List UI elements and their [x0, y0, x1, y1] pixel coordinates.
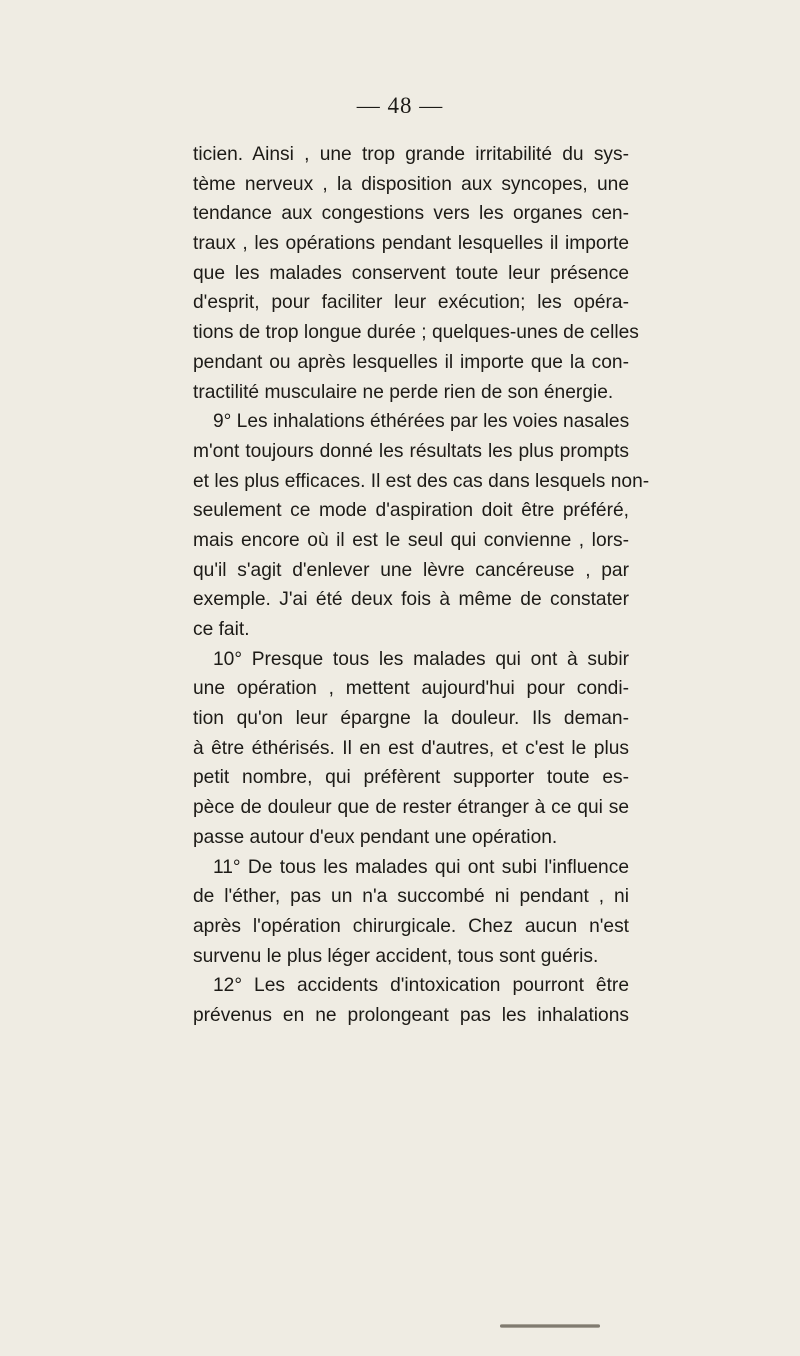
text-line: de l'éther, pas un n'a succombé ni pendant , ni: [193, 886, 629, 908]
text-line: tème nerveux , la disposition aux syncopes, une: [193, 173, 629, 195]
text-line: pèce de douleur que de rester étranger à ce qui se: [193, 797, 629, 819]
text-line: après l'opération chirurgicale. Chez aucun n'est: [193, 915, 629, 937]
text-line: tractilité musculaire ne perde rien de son énergie.: [193, 381, 614, 403]
text-line: m'ont toujours donné les résultats les plus prompts: [193, 440, 629, 462]
text-line: et les plus efficaces. Il est des cas dans lesquels non-: [193, 470, 650, 492]
text-line: ticien. Ainsi , une trop grande irritabilité du sys-: [193, 144, 629, 165]
text-line: prévenus en ne prolongeant pas les inhalations: [193, 1004, 629, 1026]
text-line: traux , les opérations pendant lesquelles il importe: [193, 233, 629, 255]
text-line: une opération , mettent aujourd'hui pour condi-: [193, 678, 629, 700]
text-line: que les malades conservent toute leur présence: [193, 262, 629, 284]
text-line: ce fait.: [193, 619, 250, 640]
text-line: tendance aux congestions vers les organes cen-: [193, 203, 629, 225]
text-line: survenu le plus léger accident, tous sont guéris.: [193, 945, 599, 967]
text-line: seulement ce mode d'aspiration doit être préféré,: [193, 500, 629, 522]
text-line: petit nombre, qui préfèrent supporter toute es-: [193, 767, 629, 789]
text-line: tion qu'on leur épargne la douleur. Ils deman-: [193, 708, 629, 730]
paragraph-start-line: 9° Les inhalations éthérées par les voies nasales: [213, 411, 630, 433]
text-line: mais encore où il est le seul qui convienne , lors-: [193, 529, 629, 551]
bottom-rule-mark: [500, 1324, 600, 1328]
text-line: pendant ou après lesquelles il importe que la con-: [193, 351, 629, 373]
text-line: qu'il s'agit d'enlever une lèvre cancéreuse , par: [193, 559, 629, 581]
paragraph-start-line: 12° Les accidents d'intoxication pourront être: [213, 975, 629, 997]
text-line: tions de trop longue durée ; quelques-unes de celles: [193, 322, 639, 344]
paragraph-start-line: 11° De tous les malades qui ont subi l'influence: [213, 856, 629, 878]
paragraph-start-line: 10° Presque tous les malades qui ont à subir: [213, 648, 629, 670]
text-line: exemple. J'ai été deux fois à même de constater: [193, 589, 629, 611]
page-number: — 48 —: [356, 93, 444, 118]
text-line: à être éthérisés. Il en est d'autres, et c'est le plus: [193, 737, 629, 759]
text-line: passe autour d'eux pendant une opération.: [193, 826, 558, 848]
text-line: d'esprit, pour faciliter leur exécution; les opéra-: [193, 292, 629, 314]
body-text: [193, 140, 650, 1031]
